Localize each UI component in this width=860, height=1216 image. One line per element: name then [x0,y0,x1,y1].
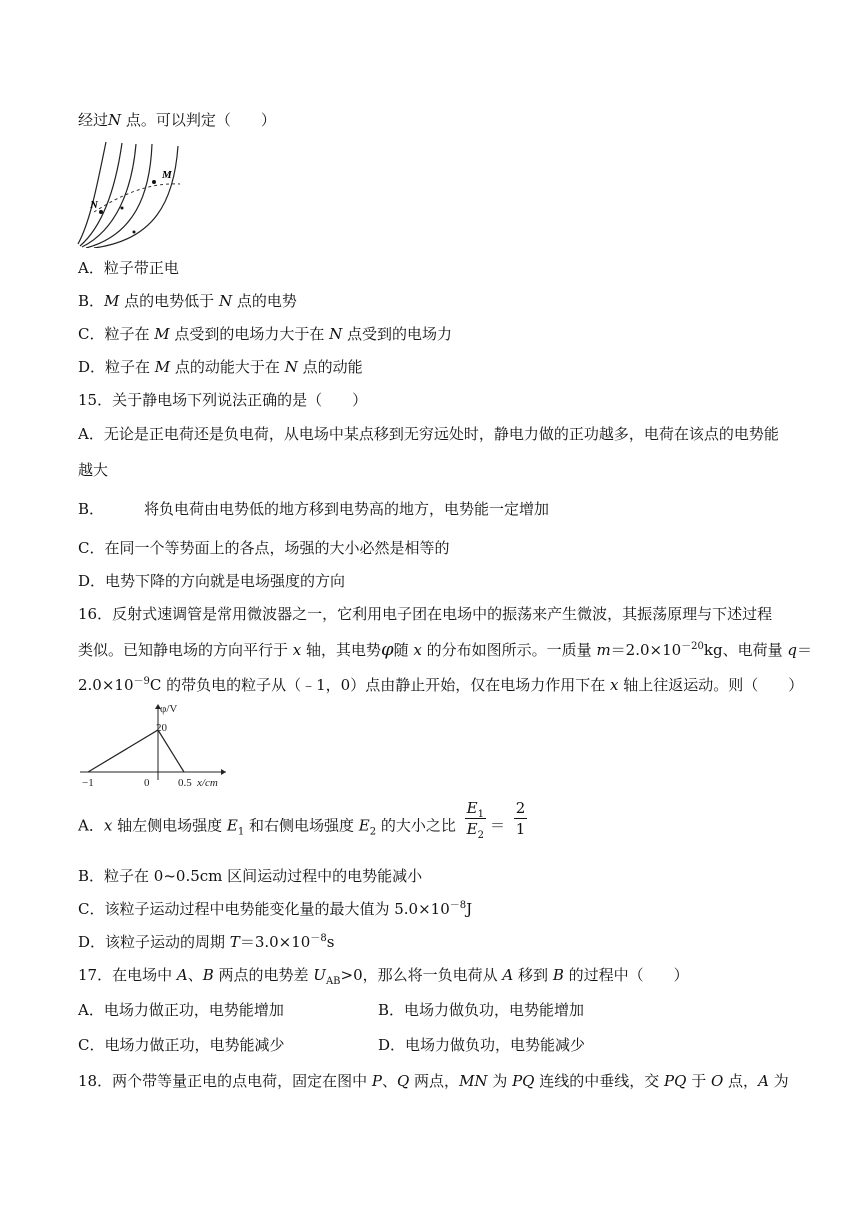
var: N [108,111,122,129]
var: N [284,358,298,376]
peak-label: 20 [156,722,167,734]
exponent: －8 [449,900,467,911]
y-axis-label: φ/V [160,703,178,715]
q17-option-d: D．电场力做负功，电势能减少 [378,1036,586,1054]
text: 两点， [409,1072,460,1090]
q15-option-d: D．电势下降的方向就是电场强度的方向 [78,572,346,590]
text: 为 [768,1072,789,1090]
q14-intro [78,110,276,130]
text: 类似。已知静电场的方向平行于 [78,641,293,659]
q16-option-a [78,799,531,841]
var: m [596,641,611,659]
value-fraction [514,798,528,839]
text: 为 [487,1072,513,1090]
q15-option-c: C．在同一个等势面上的各点，场强的大小必然是相等的 [78,539,450,557]
text: D．粒子在 [78,358,155,376]
equals: ＝ [489,816,505,835]
text: 轴左侧电场强度 [112,816,227,835]
text: C 的带负电的粒子从（﹣1，0）点由静止开始，仅在电场力作用下在 [149,676,610,694]
text: 经过 [78,111,109,129]
text: 点的电势低于 [119,292,219,310]
text: 于 [686,1072,711,1090]
q16-option-c [78,899,472,919]
var: T [229,933,240,951]
subscript: 1 [477,809,484,820]
var: PQ [512,1072,535,1090]
q14-option-b [78,291,297,311]
var: E [466,820,478,838]
var: x [103,816,113,835]
var: N [329,325,343,343]
q17-option-c: C．电场力做正功，电势能减少 [78,1036,285,1054]
var: Q [396,1072,410,1090]
x-tick-0: 0 [144,777,150,789]
text: kg、电荷量 [703,641,788,659]
q16-stem-line2 [78,640,812,660]
q16-option-b: B．粒子在 0~0.5cm 区间运动过程中的电势能减小 [78,867,423,885]
text: 的大小之比 [376,816,456,835]
subscript: 2 [477,830,484,841]
text: C．粒子在 [78,325,155,343]
exponent: －20 [681,641,704,652]
q17-option-b: B．电场力做负功，电势能增加 [378,1001,585,1019]
text: >0，那么将一负电荷从 [340,966,503,984]
var: E [466,799,478,817]
var: M [154,325,170,343]
text: 随 [393,641,414,659]
var: N [218,292,233,310]
q15-stem: 15．关于静电场下列说法正确的是（ ） [78,391,368,409]
text: 点的动能 [297,358,363,376]
q17-option-a: A．电场力做正功，电势能增加 [78,1001,284,1019]
var: A [176,966,188,984]
q15-option-a-line1: A．无论是正电荷还是负电荷，从电场中某点移到无穷远处时，静电力做的正功越多，电荷在该点的电势能 [78,425,779,443]
q14-option-d [78,357,363,377]
text: 点受到的电场力大于在 [169,325,330,343]
text: A． [78,816,104,835]
text: B． [78,292,105,310]
subscript: 1 [237,826,245,838]
text: 移到 [513,966,553,984]
text: 点受到的电场力 [342,325,453,343]
field-lines-figure [76,140,186,248]
text: 、 [381,1072,397,1090]
text: D．该粒子运动的周期 [78,933,230,951]
subscript: AB [325,976,341,987]
q15-option-a-line2: 越大 [78,461,109,479]
var: M [104,292,120,310]
q16-option-d [78,932,334,952]
text: 2.0×10 [78,676,134,694]
text: C．该粒子运动过程中电势能变化量的最大值为 5.0×10 [78,900,450,918]
text: 两点的电势差 [213,966,314,984]
q16-stem-line3 [78,675,803,695]
text: 点。可以判定（ ） [121,111,276,129]
denominator: 1 [515,820,526,838]
potential-graph [76,700,236,790]
text: 和右侧电场强度 [244,816,359,835]
text: ＝2.0×10 [610,641,682,659]
q18-stem [78,1071,789,1091]
point-n-label: N [90,199,98,211]
text: 的分布如图所示。一质量 [421,641,597,659]
var: A [758,1072,769,1090]
q14-option-c [78,324,452,344]
var: A [502,966,514,984]
var: PQ [664,1072,687,1090]
var: B [552,966,564,984]
text: 、 [187,966,203,984]
text: 轴，其电势 [301,641,382,659]
text: 的过程中（ ） [563,966,689,984]
text: 将负电荷由电势低的地方移到电势高的地方，电势能一定增加 [144,500,550,518]
text: 点的动能大于在 [170,358,285,376]
var: x [292,641,302,659]
exponent: －9 [133,676,150,687]
var: E [358,816,370,835]
x-tick-minus-1: −1 [82,777,94,789]
text: 点， [723,1072,759,1090]
text: 连线的中垂线，交 [534,1072,665,1090]
x-tick-0.5: 0.5 [178,777,192,789]
var: q [787,641,797,659]
exponent: －8 [310,933,327,944]
var: P [371,1072,382,1090]
numerator: 2 [515,799,526,817]
text: 17．在电场中 [78,966,177,984]
var: x [610,676,619,694]
x-axis-label: x/cm [197,777,218,789]
var: U [313,966,326,984]
q17-stem [78,965,689,985]
text: 18．两个带等量正电的点电荷，固定在图中 [78,1072,372,1090]
q16-stem-line1: 16．反射式速调管是常用微波器之一，它利用电子团在电场中的振荡来产生微波，其振荡原理与下述过程 [78,605,773,623]
var: O [710,1072,724,1090]
var-phi: φ [381,639,394,660]
text: 点的电势 [232,292,297,310]
text: s [326,933,335,951]
q14-option-a: A．粒子带正电 [78,259,179,277]
q15-option-b [78,499,549,519]
var: x [413,641,422,659]
text: 轴上往返运动。则（ ） [618,676,804,694]
point-m-label: M [162,169,172,181]
subscript: 2 [369,826,377,838]
text: J [466,900,473,918]
var: MN [459,1072,488,1090]
text: ＝ [797,641,813,659]
var: M [154,358,171,376]
option-label: B． [78,500,105,518]
var: B [202,966,214,984]
text: ＝3.0×10 [239,933,311,951]
ratio-fraction [465,798,486,839]
var: E [226,816,238,835]
